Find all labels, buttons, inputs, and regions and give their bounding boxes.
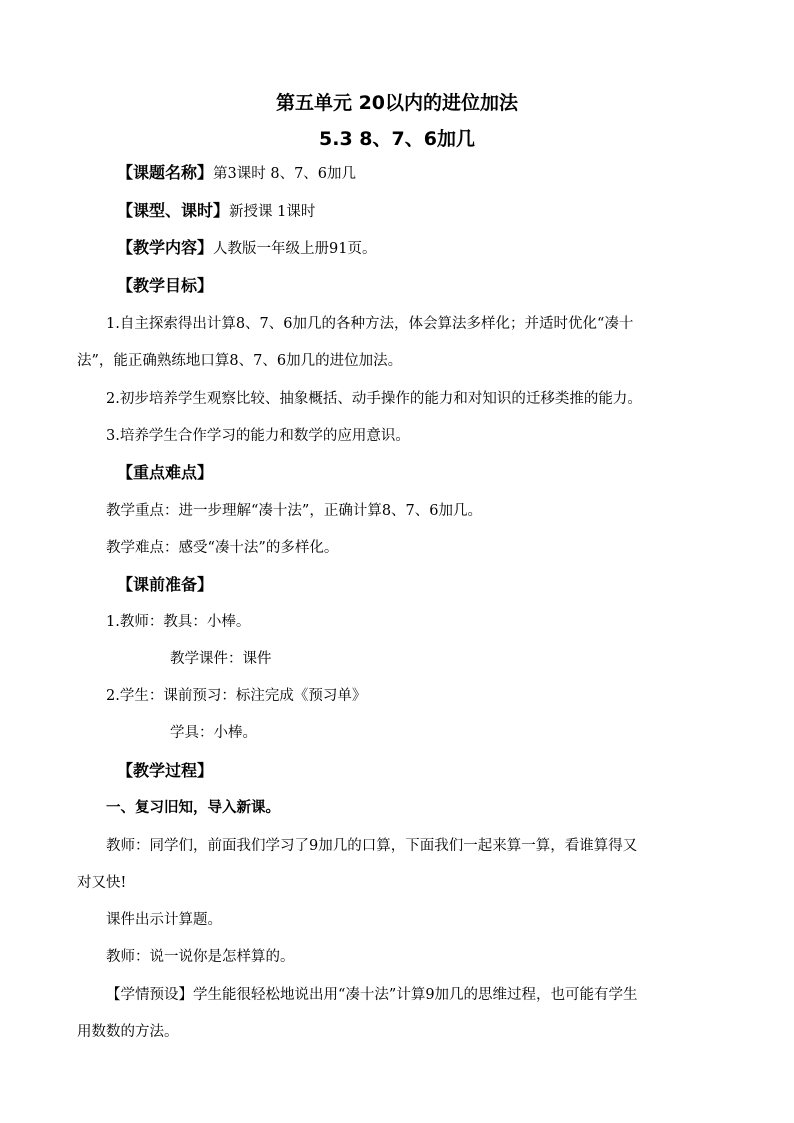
goal-1-line-1: 1.自主探索得出计算8、7、6加几的各种方法，体会算法多样化；并适时优化“凑十 <box>106 316 634 332</box>
lesson-name-row <box>117 163 356 184</box>
teacher-2: 教师：说一说你是怎样算的。 <box>106 949 295 965</box>
prep-teacher-sub: 教学课件：课件 <box>170 651 272 667</box>
goal-1-line-2: 法”，能正确熟练地口算8、7、6加几的进位加法。 <box>77 353 403 369</box>
lesson-type-label: 【课型、课时】 <box>117 201 230 220</box>
teacher-1-line-2: 对又快! <box>77 875 127 891</box>
prep-student: 2.学生：课前预习：标注完成《预习单》 <box>106 688 367 704</box>
lesson-type-row <box>117 201 315 222</box>
courseware-note: 课件出示计算题。 <box>106 912 222 928</box>
difficult-point: 教学难点：感受“凑十法”的多样化。 <box>106 540 339 556</box>
section-1-heading: 一、复习旧知，导入新课。 <box>106 800 280 816</box>
key-heading: 【重点难点】 <box>117 463 214 482</box>
content-row <box>117 238 376 259</box>
goal-2: 2.初步培养学生观察比较、抽象概括、动手操作的能力和对知识的迁移类推的能力。 <box>106 391 642 407</box>
key-point: 教学重点：进一步理解“凑十法”，正确计算8、7、6加几。 <box>106 503 482 519</box>
preset-line-1 <box>106 985 638 1005</box>
goals-heading: 【教学目标】 <box>117 276 214 295</box>
lesson-name-label: 【课题名称】 <box>117 163 214 182</box>
preset-line-2: 用数数的方法。 <box>77 1024 179 1040</box>
preset-label: 【学情预设】 <box>106 987 193 1003</box>
teacher-1-line-1: 教师：同学们，前面我们学习了9加几的口算，下面我们一起来算一算，看谁算得又 <box>106 838 638 854</box>
lesson-subtitle: 5.3 8、7、6加几 <box>319 128 475 150</box>
goal-3: 3.培养学生合作学习的能力和数学的应用意识。 <box>106 428 410 444</box>
prep-heading: 【课前准备】 <box>117 575 214 594</box>
process-heading: 【教学过程】 <box>117 761 214 780</box>
preset-text: 学生能很轻松地说出用“凑十法”计算9加几的思维过程，也可能有学生 <box>193 987 638 1003</box>
prep-teacher: 1.教师：教具：小棒。 <box>106 614 251 630</box>
unit-title: 第五单元 20以内的进位加法 <box>275 92 519 114</box>
content-label: 【教学内容】 <box>117 238 214 257</box>
content-value: 人教版一年级上册91页。 <box>213 241 377 257</box>
lesson-type-value: 新授课 1课时 <box>229 204 316 220</box>
prep-student-sub: 学具：小棒。 <box>170 725 257 741</box>
lesson-name-value: 第3课时 8、7、6加几 <box>213 166 357 182</box>
